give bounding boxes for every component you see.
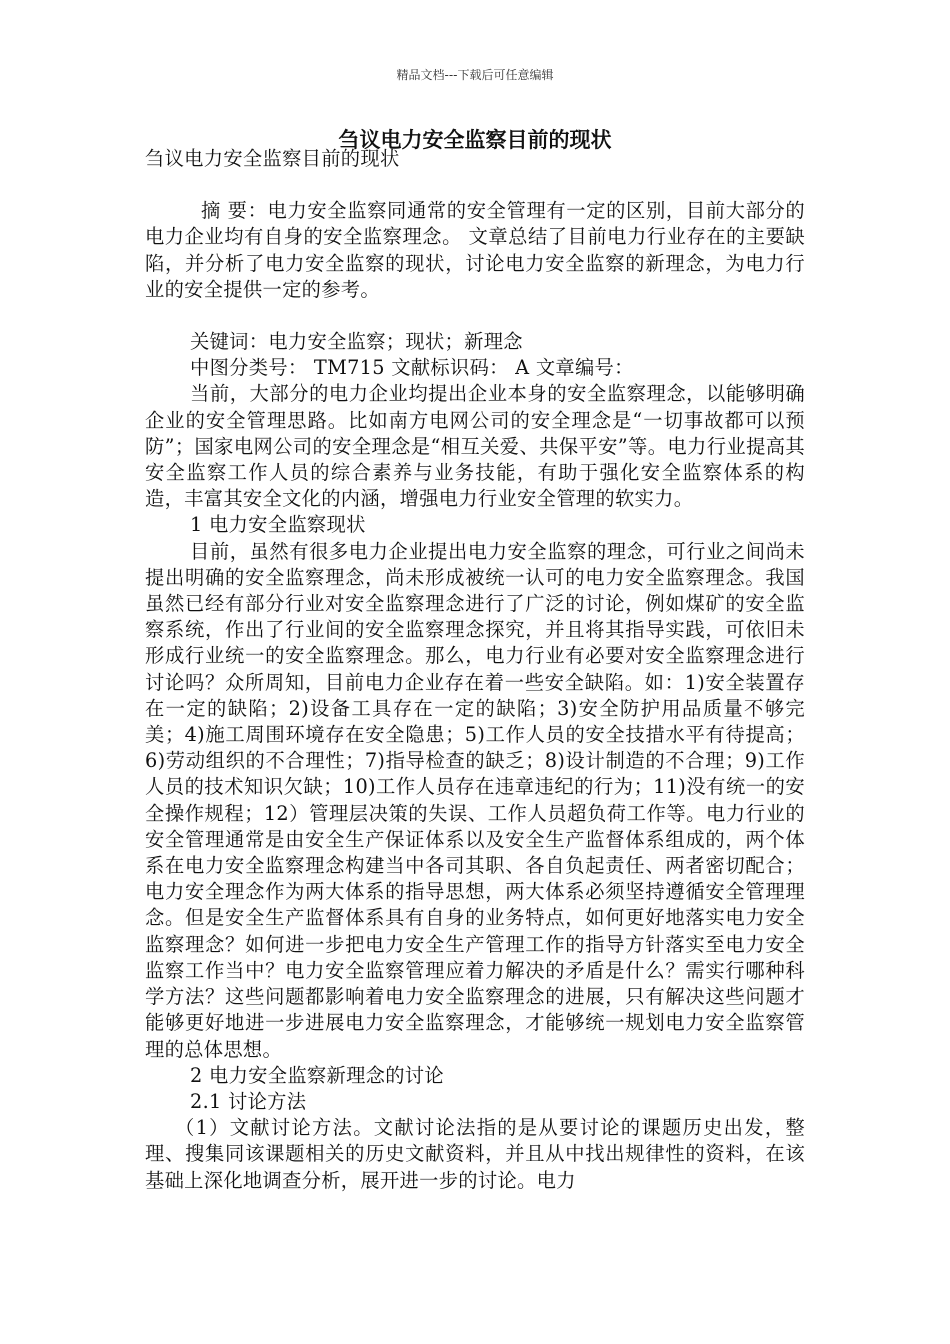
abstract-paragraph: 摘 要：电力安全监察同通常的安全管理有一定的区别，目前大部分的电力企业均有自身的安全监察理念。 文章总结了目前电力行业存在的主要缺陷，并分析了电力安全监察的现状，讨论电力安全监察的新理念，为电力行业的安全提供一定的参考。 [145,199,805,301]
page-header: 精品文档---下载后可任意编辑 [396,68,554,82]
section-2-1-heading: 2.1 讨论方法 [190,1089,307,1113]
section-2-1-paragraph: （1）文献讨论方法。文献讨论法指的是从要讨论的课题历史出发，整理、搜集同该课题相关的历史文献资料，并且从中找出规律性的资料，在该基础上深化地调查分析，展开进一步的讨论。电力 [145,1116,805,1192]
document-subtitle: 刍议电力安全监察目前的现状 [145,147,400,170]
section-2-heading: 2 电力安全监察新理念的讨论 [190,1063,444,1087]
intro-paragraph: 当前，大部分的电力企业均提出企业本身的安全监察理念，以能够明确企业的安全管理思路。比如南方电网公司的安全理念是“一切事故都可以预防”；国家电网公司的安全理念是“相互关爱、共保平安”等。电力行业提高其安全监察工作人员的综合素养与业务技能，有助于强化安全监察体系的构造，丰富其安全文化的内涵，增强电力行业安全管理的软实力。 [145,382,805,511]
section-1-paragraph: 目前，虽然有很多电力企业提出电力安全监察的理念，可行业之间尚未提出明确的安全监察理念，尚未形成被统一认可的电力安全监察理念。我国虽然已经有部分行业对安全监察理念进行了广泛的讨论，例如煤矿的安全监察系统，作出了行业间的安全监察理念探究，并且将其指导实践，可依旧未形成行业统一的安全监察理念。那么，电力行业有必要对安全监察理念进行讨论吗？众所周知，目前电力企业存在着一些安全缺陷。如：1)安全装置存在一定的缺陷；2)设备工具存在一定的缺陷；3)安全防护用品质量不够完美；4)施工周围环境存在安全隐患；5)工作人员的安全技措水平有待提高；6)劳动组织的不合理性；7)指导检查的缺乏；8)设计制造的不合理；9)工作人员的技术知识欠缺；10)工作人员存在违章违纪的行为；11)没有统一的安全操作规程；12）管理层决策的失误、工作人员超负荷工作等。电力行业的安全管理通常是由安全生产保证体系以及安全生产监督体系组成的，两个体系在电力安全监察理念构建当中各司其职、各自负起责任、两者密切配合；电力安全理念作为两大体系的指导思想，两大体系必须坚持遵循安全管理理念。但是安全生产监督体系具有自身的业务特点，如何更好地落实电力安全监察理念？如何进一步把电力安全生产管理工作的指导方针落实至电力安全监察工作当中？电力安全监察管理应着力解决的矛盾是什么？需实行哪种科学方法？这些问题都影响着电力安全监察理念的进展，只有解决这些问题才能够更好地进一步进展电力安全监察理念，才能够统一规划电力安全监察管理的总体思想。 [145,539,805,1061]
keywords-line: 关键词：电力安全监察；现状；新理念 [190,330,523,354]
section-1-heading: 1 电力安全监察现状 [190,513,366,537]
document-body [145,146,805,1194]
classification-line: 中图分类号： TM715 文献标识码： A 文章编号： [190,356,634,380]
document-title: 刍议电力安全监察目前的现状 [338,128,612,152]
